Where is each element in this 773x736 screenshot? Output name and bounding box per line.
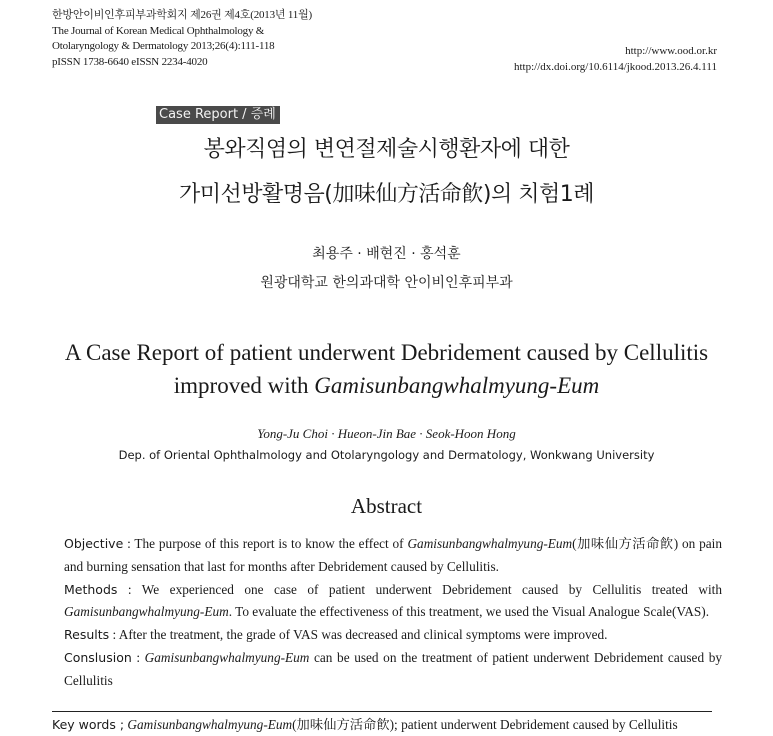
abstract-objective xyxy=(52,533,722,579)
journal-header-name: The Journal of Korean Medical Ophthalmology & xyxy=(52,24,265,37)
abstract-methods xyxy=(52,579,722,625)
english-title-prefix: improved with xyxy=(173,373,315,398)
korean-title-line2: 가미선방활명음(加味仙方活命飮)의 치험1례 xyxy=(179,182,594,207)
methods-remedy: Gamisunbangwhalmyung-Eum xyxy=(64,604,229,620)
article-type-badge: Case Report / 증례 xyxy=(156,106,280,124)
conclusion-sep: : xyxy=(131,649,145,665)
objective-text-pre: The purpose of this report is to know the effect of xyxy=(134,536,408,551)
keywords xyxy=(52,714,678,733)
keywords-divider xyxy=(52,711,712,712)
results-label: Results xyxy=(64,627,110,643)
english-title-remedy: Gamisunbangwhalmyung-Eum xyxy=(314,373,600,398)
results-text: : After the treatment, the grade of VAS was decreased and clinical symptoms were improved. xyxy=(109,627,608,643)
english-affiliation: Dep. of Oriental Ophthalmology and Otolaryngology and Dermatology, Wonkwang University xyxy=(118,448,655,462)
keywords-rest: (加味仙方活命飮); patient underwent Debridement caused by Cellulitis xyxy=(292,717,678,732)
methods-text-pre: : We experienced one case of patient underwent Debridement caused by Cellulitis treated with xyxy=(117,581,722,597)
keywords-label: Key words ; xyxy=(52,717,125,732)
english-title-line1: A Case Report of patient underwent Debridement caused by Cellulitis xyxy=(64,340,709,365)
methods-text-post: . To evaluate the effectiveness of this treatment, we used the Visual Analogue Scale(VAS). xyxy=(228,604,710,620)
korean-authors: 최용주 · 배현진 · 홍석훈 xyxy=(312,246,461,262)
journal-links xyxy=(514,44,717,75)
abstract-results xyxy=(52,624,722,647)
korean-title-line1: 봉와직염의 변연절제술시행환자에 대한 xyxy=(203,137,570,162)
journal-doi[interactable]: http://dx.doi.org/10.6114/jkood.2013.26.4.111 xyxy=(514,60,717,73)
conclusion-label: Conslusion xyxy=(64,649,132,665)
journal-url[interactable]: http://www.ood.or.kr xyxy=(625,45,717,57)
objective-remedy: Gamisunbangwhalmyung-Eum xyxy=(407,536,573,551)
korean-affiliation: 원광대학교 한의과대학 안이비인후피부과 xyxy=(260,275,513,291)
keywords-remedy: Gamisunbangwhalmyung-Eum xyxy=(127,717,293,732)
english-authors: Yong-Ju Choi · Hueon-Jin Bae · Seok-Hoon Hong xyxy=(257,426,516,441)
journal-header-citation: Otolaryngology & Dermatology 2013;26(4):111-118 xyxy=(52,40,275,52)
conclusion-text: can be used on the treatment of patient underwent Debridement caused by Cellulitis xyxy=(64,649,722,688)
english-title-line2 xyxy=(0,373,773,399)
methods-label: Methods xyxy=(64,581,118,597)
journal-header xyxy=(52,8,312,70)
journal-header-issn: pISSN 1738-6640 eISSN 2234-4020 xyxy=(52,55,208,68)
journal-header-korean: 한방안이비인후피부과학회지 제26권 제4호(2013년 11월) xyxy=(52,9,312,21)
conclusion-remedy: Gamisunbangwhalmyung-Eum xyxy=(144,649,310,665)
objective-sep: : xyxy=(123,536,135,551)
objective-text-post: (加味仙方活命飮) on pain and burning sensation that last for months after Debridement caused by Cellulitis. xyxy=(64,536,722,574)
abstract-conclusion xyxy=(52,647,722,693)
abstract-heading: Abstract xyxy=(350,494,423,518)
objective-label: Objective xyxy=(64,536,124,551)
abstract-body xyxy=(52,533,722,693)
